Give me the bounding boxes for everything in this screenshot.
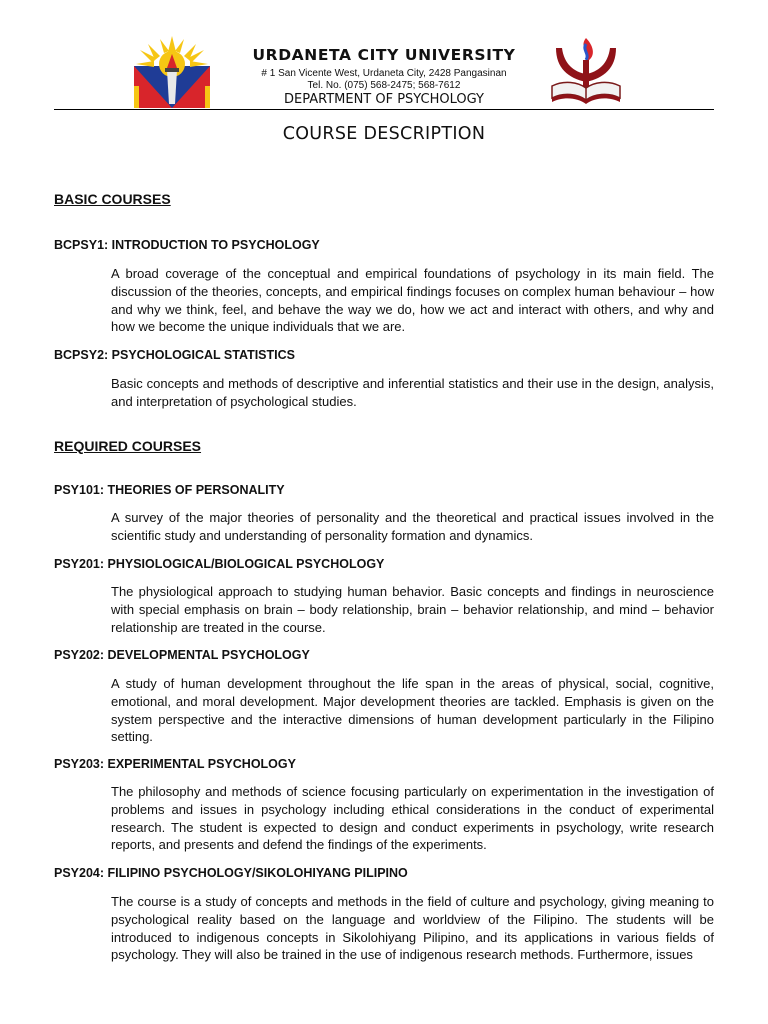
course-title: PSY101: THEORIES OF PERSONALITY [54,483,285,497]
telephone-numbers: Tel. No. (075) 568-2475; 568-7612 [307,80,461,91]
course-description: The course is a study of concepts and methods in the field of culture and psychology, giving meaning to psychological reality based on the language and worldview of the Filipino. The students will be introduced to indigenous concepts in Sikolohiyang Pilipino, and its applications in various fields of psychology. They will also be trained in the use of indigenous research methods. Furthermore, issues [111,894,714,963]
course-title: PSY204: FILIPINO PSYCHOLOGY/SIKOLOHIYANG PILIPINO [54,866,408,880]
section-heading-required: REQUIRED COURSES [54,438,202,454]
course-description: Basic concepts and methods of descriptive and inferential statistics and their use in the design, analysis, and interpretation of psychological studies. [111,376,714,409]
document-title: COURSE DESCRIPTION [282,124,486,144]
psychology-seal-icon [548,36,624,106]
course-title: BCPSY2: PSYCHOLOGICAL STATISTICS [54,348,295,362]
course-description: A broad coverage of the conceptual and empirical foundations of psychology in its main field. The discussion of the theories, concepts, and empirical findings focuses on complex human behaviour – how and why we think, feel, and behave the way we do, how we act and interact with others, and why and how we become the unique individuals that we are. [111,266,714,335]
university-address: # 1 San Vicente West, Urdaneta City, 2428 Pangasinan [261,68,507,79]
department-name: DEPARTMENT OF PSYCHOLOGY [283,92,484,107]
letterhead [0,0,768,112]
header-divider [54,109,714,110]
course-description: A study of human development throughout the life span in the areas of physical, social, cognitive, emotional, and moral development. Major development theories are tackled. Emphasis is given on the system perspective and the interactive dimensions of human development particularly in the Filipino setting. [111,676,714,745]
course-description: The physiological approach to studying human behavior. Basic concepts and findings in neuroscience with special emphasis on brain – body relationship, brain – behavior relationship, and mind – behavior relationship are treated in the course. [111,584,714,635]
course-title: PSY203: EXPERIMENTAL PSYCHOLOGY [54,757,296,771]
course-description: The philosophy and methods of science focusing particularly on experimentation in the investigation of problems and issues in psychology including ethical considerations in the conduct of experimental research. The student is expected to design and conduct experiments in psychology, write research reports, and presents and defend the findings of the experiments. [111,784,714,853]
course-title: PSY202: DEVELOPMENTAL PSYCHOLOGY [54,648,310,662]
course-title: BCPSY1: INTRODUCTION TO PSYCHOLOGY [54,238,320,252]
course-description: A survey of the major theories of personality and the theoretical and practical issues involved in the scientific study and understanding of personality formation and dynamics. [111,510,714,543]
course-title: PSY201: PHYSIOLOGICAL/BIOLOGICAL PSYCHOLOGY [54,557,385,571]
university-logo-icon [134,36,210,108]
university-name: URDANETA CITY UNIVERSITY [252,46,516,64]
section-heading-basic: BASIC COURSES [54,191,171,207]
